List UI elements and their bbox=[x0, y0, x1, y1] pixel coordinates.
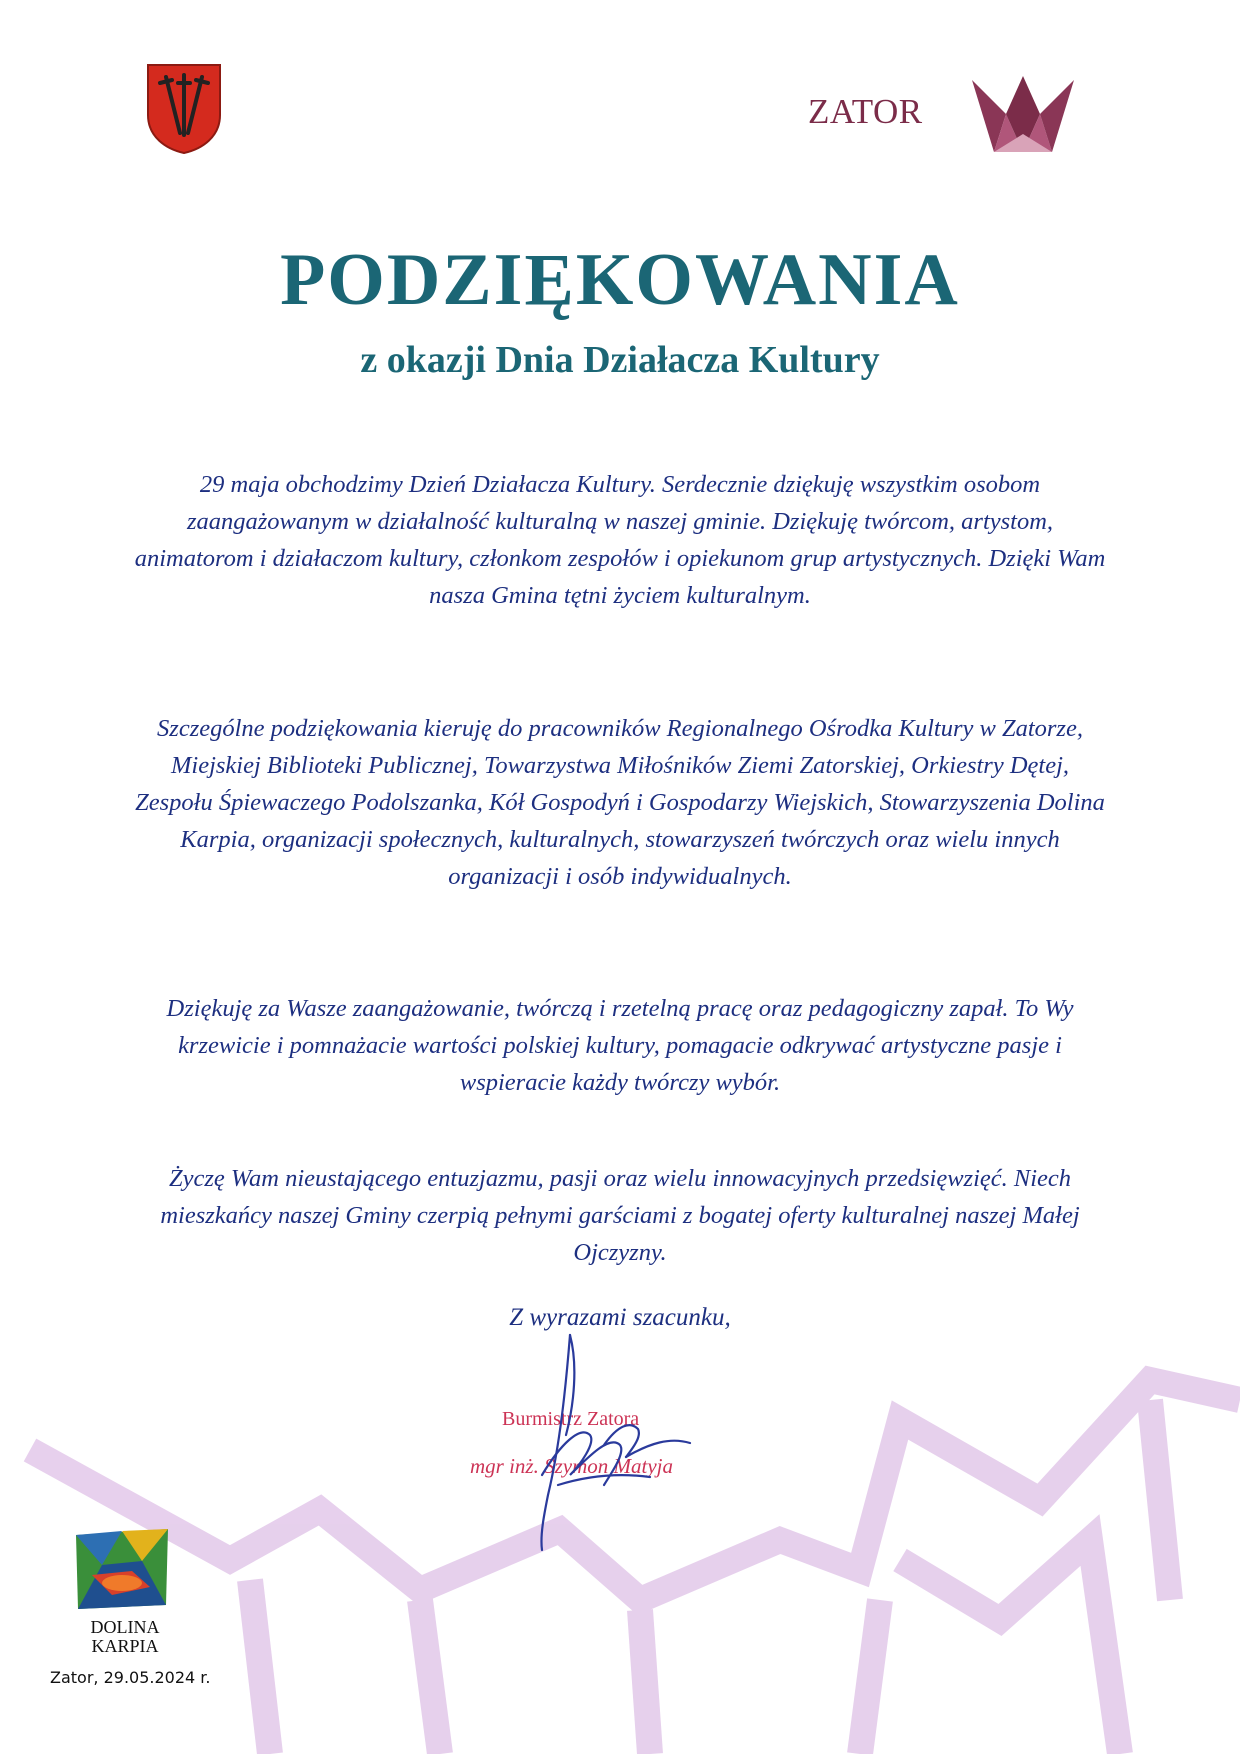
logo-text-line-1: DOLINA bbox=[90, 1617, 160, 1637]
logo-text-line-2: KARPIA bbox=[91, 1636, 159, 1656]
letter-subtitle: z okazji Dnia Działacza Kultury bbox=[360, 339, 880, 381]
closing-greeting: Z wyrazami szacunku, bbox=[509, 1304, 731, 1331]
paragraph-2: Szczególne podziękowania kieruję do pracowników Regionalnego Ośrodka Kultury w Zatorze, Miejskiej Biblioteki Publicznej, Towarzystwa Miłośników Ziemi Zatorskiej, Orkiestry Dętej, Zespołu Śpiewaczego Podolszanka, Kół Gospodyń i Gospodarzy Wiejskich, Stowarzyszenia Dolina Karpia, organizacji społecznych, kulturalnych, stowarzyszeń twórczych oraz wielu innych organizacji i osób indywidualnych. bbox=[135, 715, 1105, 890]
paragraph-3: Dziękuję za Wasze zaangażowanie, twórczą i rzetelną pracę oraz pedagogiczny zapał. To Wy krzewicie i pomnażacie wartości polskiej kultury, pomagacie odkrywać artystyczne pasje i wspieracie każdy twórczy wybór. bbox=[166, 995, 1074, 1096]
dolina-karpia-logo-icon bbox=[72, 1525, 172, 1615]
paragraph-1: 29 maja obchodzimy Dzień Działacza Kultury. Serdecznie dziękuję wszystkim osobom zaangażowanym w działalność kulturalną w naszej gminie. Dziękuję twórcom, artystom, animatorom i działaczom kultury, członkom zespołów i opiekunom grup artystycznych. Dzięki Wam nasza Gmina tętni życiem kulturalnym. bbox=[134, 471, 1106, 609]
crown-icon bbox=[972, 74, 1074, 152]
zator-brand-logo bbox=[808, 74, 1078, 154]
letter-title: PODZIĘKOWANIA bbox=[280, 239, 960, 321]
handwritten-signature bbox=[500, 1325, 720, 1555]
coat-of-arms-icon bbox=[146, 63, 222, 155]
brand-name: ZATOR bbox=[808, 92, 923, 131]
stamp-name: mgr inż. Szymon Matyja bbox=[470, 1454, 673, 1478]
stamp-title: Burmistrz Zatora bbox=[502, 1408, 640, 1430]
place-and-date: Zator, 29.05.2024 r. bbox=[50, 1668, 211, 1687]
paragraph-4: Życzę Wam nieustającego entuzjazmu, pasji oraz wielu innowacyjnych przedsięwzięć. Niech mieszkańcy naszej Gminy czerpią pełnymi garściami z bogatej oferty kulturalnej naszej Małej Ojczyzny. bbox=[160, 1165, 1080, 1266]
